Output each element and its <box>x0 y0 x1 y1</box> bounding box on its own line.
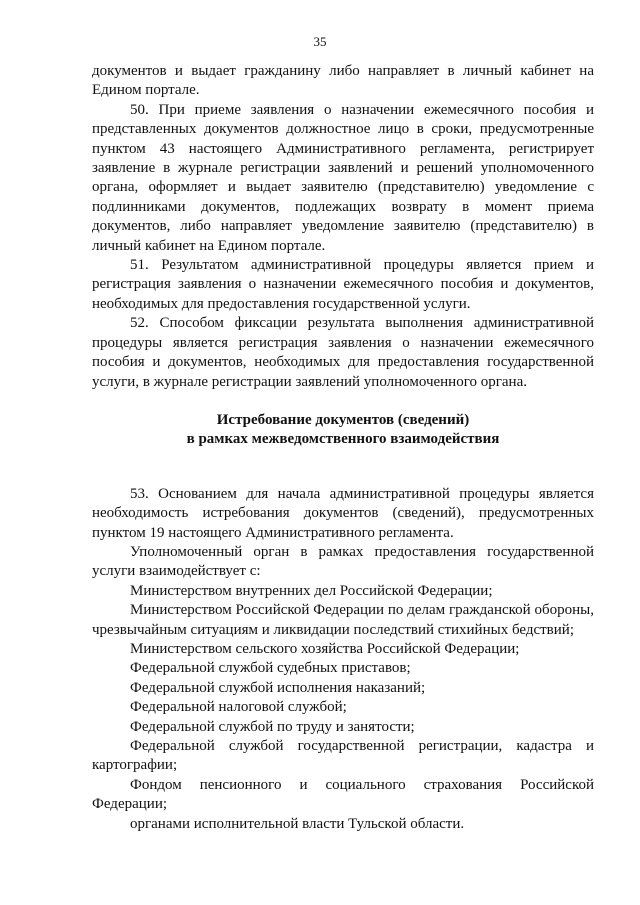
agency-list-item: Министерством сельского хозяйства Российской Федерации; <box>130 640 520 657</box>
page-number: 35 <box>313 34 327 49</box>
agency-list-item: Министерством внутренних дел Российской Федерации; <box>130 582 493 599</box>
agency-list-item: Федеральной службой государственной регистрации, кадастра и картографии; <box>92 738 594 774</box>
agency-list-item: Федеральной службой судебных приставов; <box>130 660 411 677</box>
paragraph-51: 51. Результатом административной процедуры является прием и регистрация заявления о назначении ежемесячного пособия и документов, необходимых для предоставления государственной услуги. <box>92 257 594 312</box>
paragraph-53: 53. Основанием для начала административной процедуры является необходимость истребования документов (сведений), предусмотренных пунктом 19 настоящего Административного регламента. <box>92 485 594 541</box>
agency-list-item: Федеральной службой по труду и занятости; <box>130 718 415 735</box>
agency-list-item: Фондом пенсионного и социального страхования Российской Федерации; <box>92 776 594 813</box>
agency-list-item: Федеральной налоговой службой; <box>130 699 347 716</box>
agency-list-item: органами исполнительной власти Тульской области. <box>130 815 465 832</box>
paragraph-continuation: документов и выдает гражданину либо направляет в личный кабинет на Едином портале. <box>92 63 594 99</box>
document-body <box>92 62 594 834</box>
paragraph-50: 50. При приеме заявления о назначении ежемесячного пособия и представленных документов должностное лицо в сроки, предусмотренные пунктом 43 настоящего Административного регламента, регистрирует заявление в журнале регистрации заявлений и решений уполномоченного органа, оформляет и выдает заявителю (представителю) уведомление с подлинниками документов, подлежащих возврату в момент приема документов, либо направляет уведомление заявителю (представителю) в личный кабинет на Едином портале. <box>92 101 594 254</box>
section-heading-line-1: Истребование документов (сведений) <box>216 411 470 428</box>
agency-list-item: Федеральной службой исполнения наказаний; <box>130 679 426 696</box>
section-heading-line-2: в рамках межведомственного взаимодействия <box>186 431 500 448</box>
agency-list-item: Министерством Российской Федерации по делам гражданской обороны, чрезвычайным ситуациям и ликвидации последствий стихийных бедствий; <box>92 602 594 638</box>
paragraph-52: 52. Способом фиксации результата выполнения административной процедуры является регистрация заявления о назначении ежемесячного пособия и документов, необходимых для предоставления государственной услуги, в журнале регистрации заявлений уполномоченного органа. <box>92 315 594 390</box>
paragraph-interaction-intro: Уполномоченный орган в рамках предоставления государственной услуги взаимодействует с: <box>92 543 594 580</box>
section-heading <box>92 411 594 450</box>
